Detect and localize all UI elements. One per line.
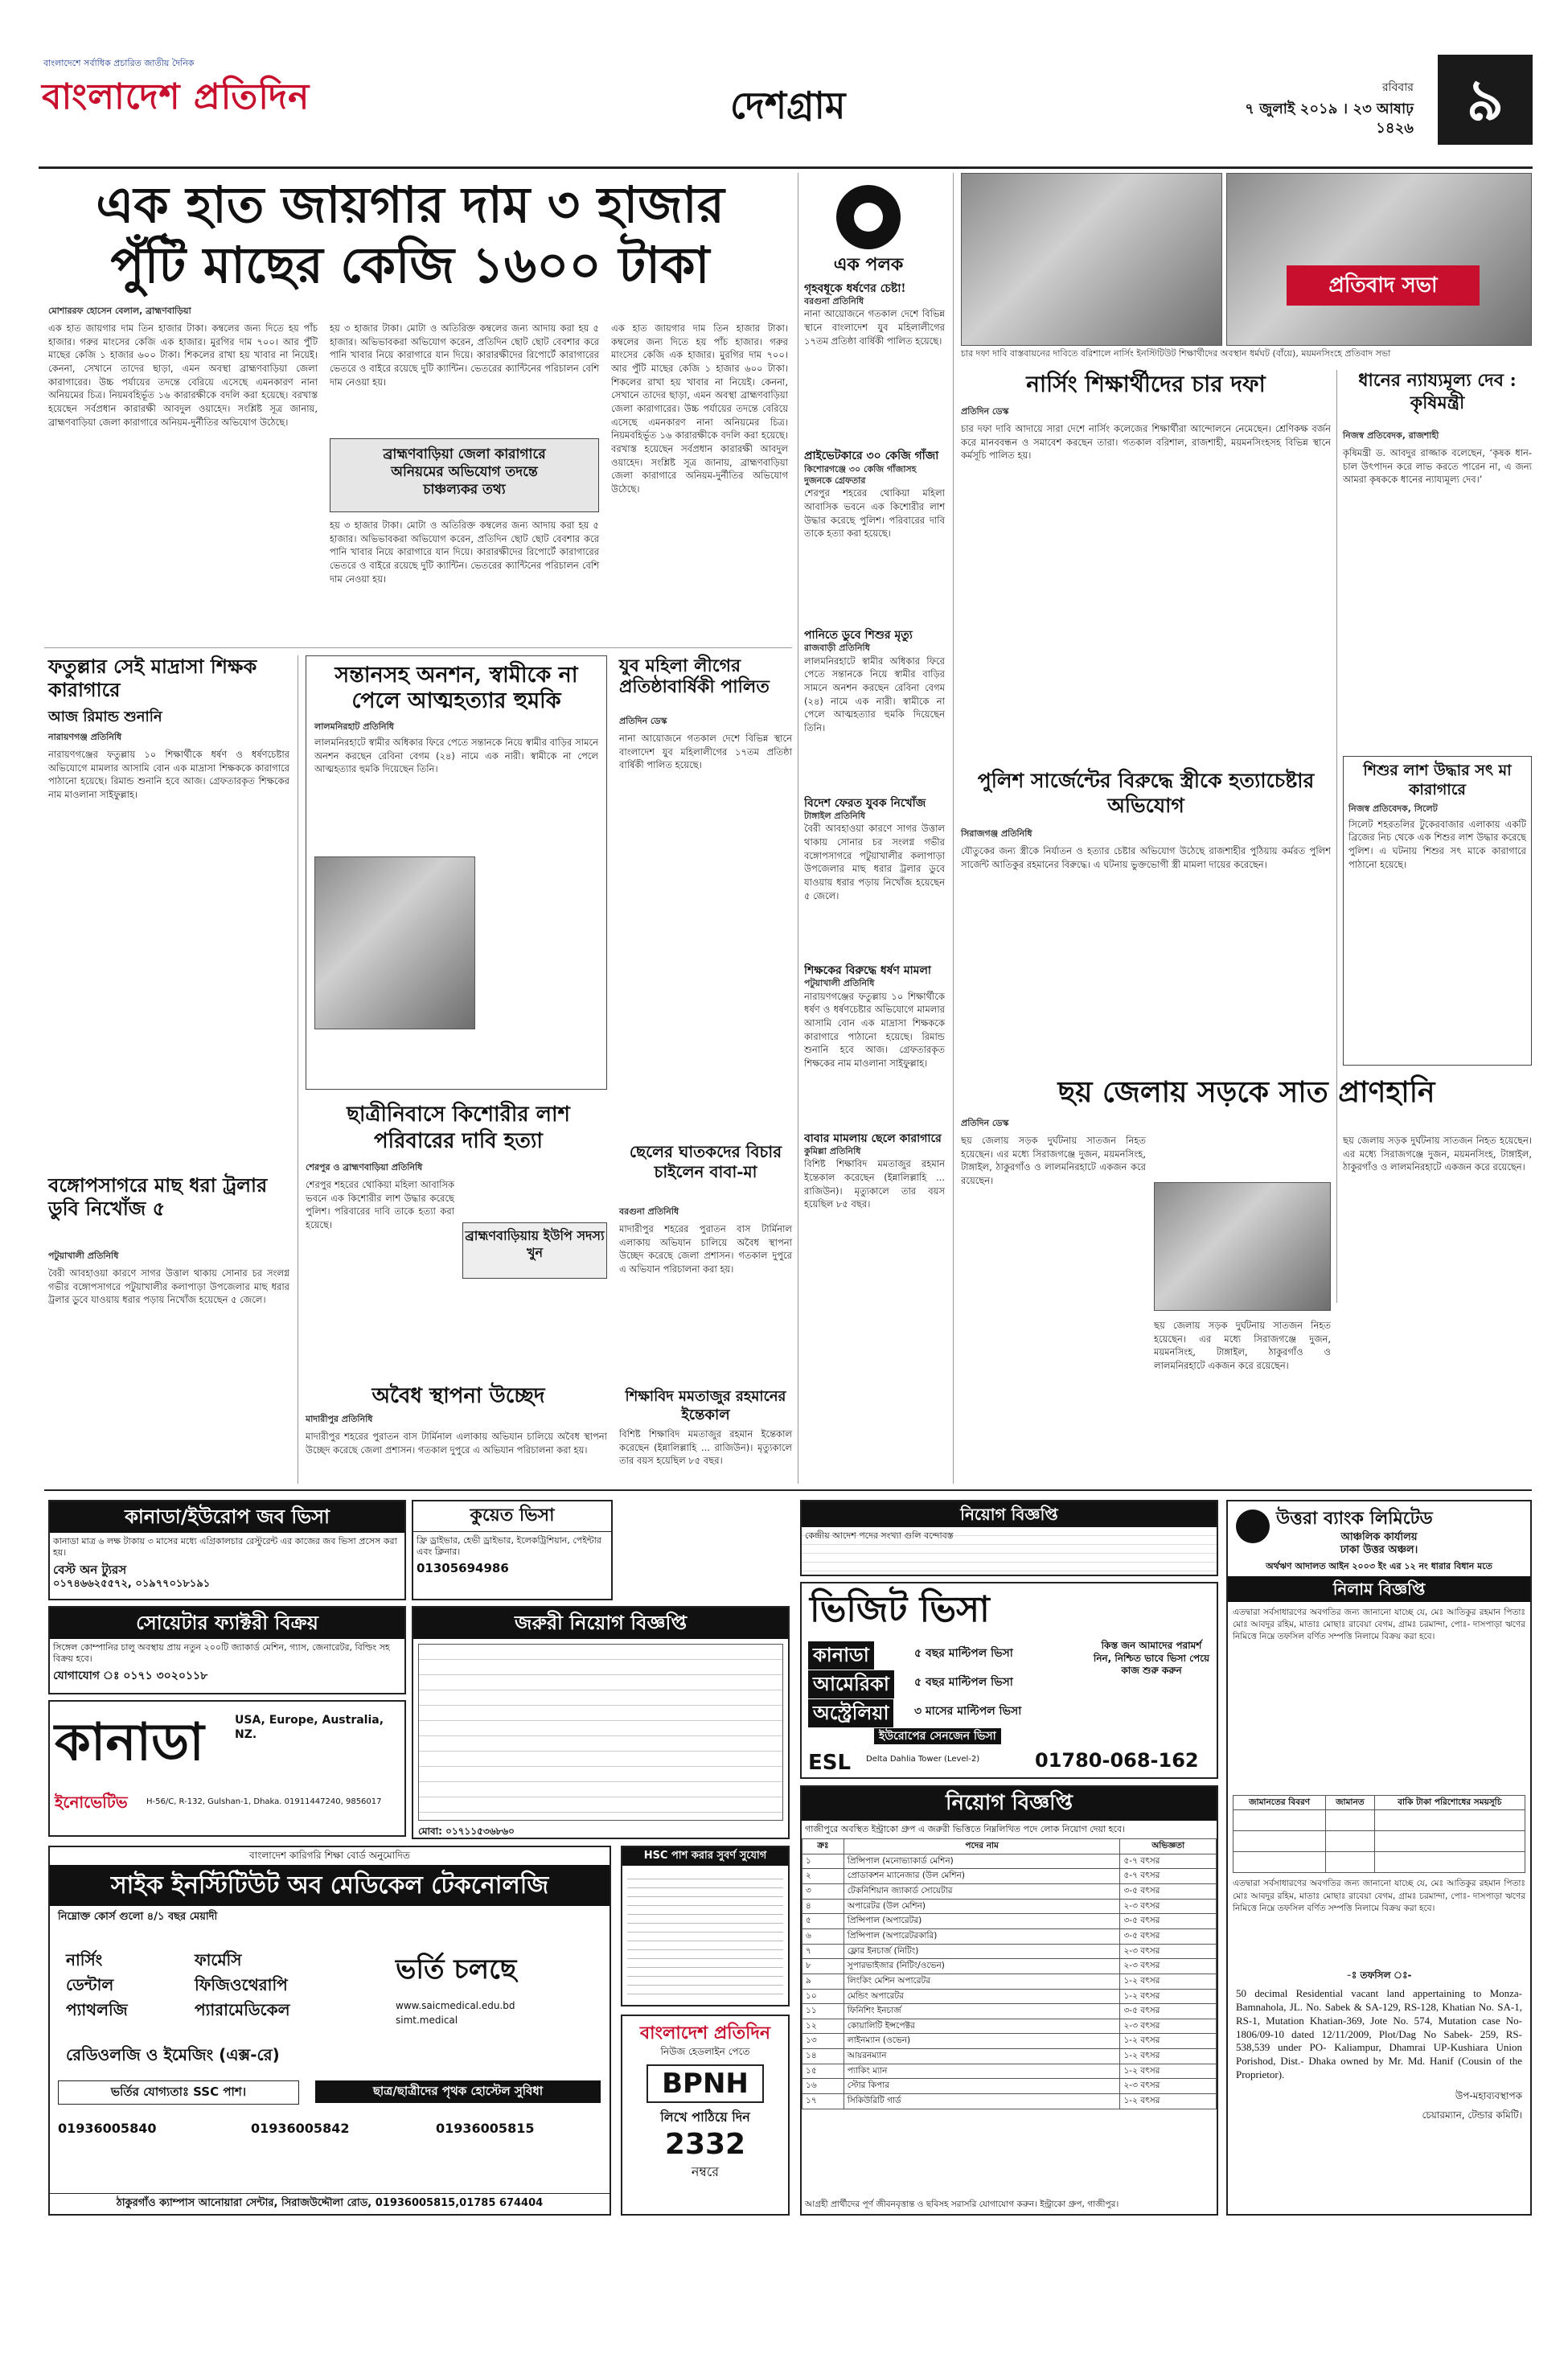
table-cell: ২-৩ বৎসর bbox=[1120, 2019, 1217, 2034]
hunger-strike-body: লালমনিরহাটে স্বামীর অধিকার ফিরে পেতে সন্তানকে নিয়ে স্বামীর বাড়ির সামনে অনশন করছেন রেবিনা বেগম (২৪) নামে এক নারী। স্বামীকে না পেলে আত্মহত্যার হুমকি দিয়েছেন তিনি। bbox=[314, 737, 598, 775]
table-cell: লাইনম্যান (ওভেন) bbox=[844, 2034, 1120, 2049]
road-accident-col-1: ছয় জেলায় সড়ক দুর্ঘটনায় সাতজন নিহত হয়েছেন। এর মধ্যে সিরাজগঞ্জে দুজন, ময়মনসিংহ, টাঙ্গাইল, ঠাকুরগাঁও ও লালমনিরহাটে একজন করে রয়েছেন। bbox=[961, 1135, 1146, 1187]
date-label: ৭ জুলাই ২০১৯ । ২৩ আষাঢ় ১৪২৬ bbox=[1245, 101, 1414, 137]
table-cell: ৫-৭ বৎসর bbox=[1120, 1854, 1217, 1869]
list-item[interactable]: বাবার মামলায় ছেলে কারাগারে কুমিল্লা প্রতিনিধি বিশিষ্ট শিক্ষাবিদ মমতাজুর রহমান ইন্তেকাল করেছেন (ইন্নালিল্লাহি ... রাজিউন)। মৃত্যুকালে তার বয়স হয়েছিল ৮৫ বছর। bbox=[804, 1132, 945, 1210]
table-row bbox=[802, 2004, 1217, 2019]
table-row bbox=[802, 1959, 1217, 1974]
visit-visa-ad[interactable]: ভিজিট ভিসা কানাডা ৫ বছর মাল্টিপল ভিসা আমেরিকা ৫ বছর মাল্টিপল ভিসা অস্ট্রেলিয়া ৩ মাসের মাল্টিপল ভিসা ইউরোপের সেনজেন ভিসা কিস্ত জন আমাদের পরামর্শ নিন, নিশ্চিত ভাবে ভিসা পেয়ে কাজ শুরু করুন ESL Delta Dahlia Tower (Level-2) 01780-068-162 bbox=[800, 1582, 1218, 1779]
table-row bbox=[802, 1854, 1217, 1869]
table-row bbox=[802, 2093, 1217, 2109]
job-table: ক্রঃ পদের নাম অভিজ্ঞতা ১ প্রিন্সিপাল (মনোভ্যাকার্ড মেশিন) ৫-৭ বৎসর ২ প্রোডাকশন ম্যানেজার (উল মেশিন) ৫-৭ বৎসর ৩ টেকনিশিয়ান জ্যাকার্ড সোয়েটার ৩-৫ বৎসর ৪ অপারেটর (উল মেশিন) ২-৩ বৎসর ৫ প্রিন্সিপাল (অপারেটর) ৩-৫ বৎসর ৬ প্রিন্সিপাল (অপারেটরকারি) ৩-৫ বৎসর ৭ ফ্লোর ইনচার্জ (নিটিং) ২-৩ বৎসর ৮ সুপারভাইজার (নিটিং/ওভেন) ২-৩ বৎসর ৯ লিংকিং মেশিন অপারেটর ১-২ বৎসর ১০ মেন্ডিং অপারেটর ১-২ বৎসর ১১ ফিনিশিং ইনচার্জ ৩-৫ বৎসর ১২ কোয়ালিটি ইন্সপেক্টর ২-৩ বৎসর ১৩ লাইনম্যান (ওভেন) ১-২ বৎসর ১৪ আয়রনম্যান ১-২ বৎসর ১৫ প্যাকিং ম্যান ১-২ বৎসর ১৬ স্টোর কিপার ২-৩ বৎসর ১৭ সিকিউরিটি গার্ড ১-২ বৎসর bbox=[802, 1838, 1217, 2109]
factory-sale-ad[interactable]: সোয়েটার ফ্যাক্টরী বিক্রয় সিঙ্গেল কোম্পানির চালু অবস্থায় প্রায় নতুন ২০০টি জ্যাকার্ড মেশিন, গ্যাস, জেনারেটর, বিল্ডিং সহ বিক্রয় হবে। যোগাযোগ ঃ ০১৭১ ৩০২০১১৮ bbox=[48, 1606, 406, 1694]
table-cell: টেকনিশিয়ান জ্যাকার্ড সোয়েটার bbox=[844, 1884, 1120, 1900]
child-body-box bbox=[1343, 756, 1532, 1066]
urgent-recruitment-ad[interactable]: জরুরী নিয়োগ বিজ্ঞপ্তি মোবা: ০১৭১১৫৩৬৮৬০ bbox=[412, 1606, 790, 1839]
column-divider bbox=[1336, 370, 1337, 1303]
table-cell: স্টোর কিপার bbox=[844, 2079, 1120, 2094]
table-cell: ৩-৫ বৎসর bbox=[1120, 2004, 1217, 2019]
page-number: ৯ bbox=[1438, 55, 1533, 145]
madrasa-subhead: আজ রিমান্ড শুনানি bbox=[48, 709, 162, 725]
table-row bbox=[802, 2064, 1217, 2079]
table-cell: ৯ bbox=[802, 1974, 844, 1989]
masthead bbox=[39, 48, 1533, 169]
eviction-body: মাদারীপুর শহরের পুরাতন বাস টার্মিনাল এলাকায় অভিযান চালিয়ে অবৈধ স্থাপনা উচ্ছেদ করেছে জেলা প্রশাসন। গতকাল দুপুরে এ অভিযান পরিচালনা করা হয়। bbox=[306, 1431, 607, 1456]
nursing-body: চার দফা দাবি আদায়ে সারা দেশে নার্সিং কলেজের শিক্ষার্থীরা আন্দোলনে নেমেছেন। শ্রেণিকক্ষ বর্জন করে মানববন্ধন ও সমাবেশ করছেন তারা। গতকাল বরিশাল, রাজশাহী, ময়মনসিংহসহ বিভিন্ন স্থানে কর্মসূচি পালিত হয়। bbox=[961, 423, 1331, 462]
child-body-headline[interactable]: শিশুর লাশ উদ্ধার সৎ মা কারাগারে bbox=[1363, 762, 1512, 799]
table-cell: ১-২ বৎসর bbox=[1120, 2034, 1217, 2049]
lead-col-2: হয় ৩ হাজার টাকা। মোটা ও অতিরিক্ত কম্বলের জন্য আদায় করা হয় ৫ হাজার। অভিভাবকরা অভিযোগ করেন, প্রতিদিন ছোট ছোট বেবশার করে পানি খাবার নিয়ে কারাগারে যান দিয়ে। কারারক্ষীদের রিপোর্টে কারাগারের ভেতরে ও বাইরে রয়েছে দুটি ক্যান্টিন। ভেতরের ক্যান্টিনের পরিচালন বেশি দাম নেওয়া হয়। bbox=[330, 322, 599, 388]
dorm-headline[interactable]: ছাত্রীনিবাসে কিশোরীর লাশ পরিবারের দাবি হত্যা bbox=[347, 1103, 570, 1153]
table-row bbox=[802, 2049, 1217, 2064]
bpnh-ad[interactable]: বাংলাদেশ প্রতিদিন নিউজ হেডলাইন পেতে BPNH লিখে পাঠিয়ে দিন 2332 নম্বরে bbox=[621, 2015, 790, 2216]
recruitment-table bbox=[418, 1644, 783, 1821]
masthead-tagline: বাংলাদেশে সর্বাধিক প্রচারিত জাতীয় দৈনিক bbox=[43, 58, 195, 68]
lead-col-1: এক হাত জায়গার দাম তিন হাজার টাকা। কম্বলের জন্য দিতে হয় পাঁচ হাজার। গরুর মাংসের কেজি এক হাজার। মুরগির দাম ৭০০। আর পুঁটি মাছের কেজি ১ হাজার ৬০০ টাকা। শিকলের রাখা হয় খাবার না নিয়েই। কেননা, সেখানে তাদের ছাড়া, এমন অবস্থা ব্রাহ্মণবাড়িয়া জেলা কারাগারের। উচ্চ পর্যায়ের তদন্তে বেরিয়ে এসেছে এমনকারণ নানা অনিয়মের চিত্র। নিয়মবহির্ভূত ১৬ কারারক্ষীকে বদলি করা হয়েছে। বরখাস্ত হয়েছেন সর্বপ্রধান কারারক্ষী আবদুল ওয়াহেদ। সংশ্লিষ্ট সূত্র জানায়, ব্রাহ্মণবাড়িয়া জেলা কারাগারে অনিয়ম-দুর্নীতির অভিযোগ উঠেছে। bbox=[48, 322, 318, 428]
obituary-headline[interactable]: শিক্ষাবিদ মমতাজুর রহমানের ইন্তেকাল bbox=[625, 1388, 786, 1424]
table-cell: সিকিউরিটি গার্ড bbox=[844, 2093, 1120, 2109]
table-cell: ৩-৫ বৎসর bbox=[1120, 1884, 1217, 1900]
callout-line-2: অনিয়মের অভিযোগ তদন্তে bbox=[391, 464, 538, 481]
child-body-byline: নিজস্ব প্রতিবেদক, সিলেট bbox=[1348, 803, 1438, 814]
jubo-mohila-byline: প্রতিদিন ডেস্ক bbox=[619, 716, 667, 726]
nursing-photo-right bbox=[1226, 173, 1532, 346]
sergeant-body: যৌতুকের জন্য স্ত্রীকে নির্যাতন ও হত্যার চেষ্টার অভিযোগ উঠেছে রাজশাহীর পুঠিয়ায় কর্মরত পুলিশ সার্জেন্ট আতিকুর রহমানের বিরুদ্ধে। এ ঘটনায় ভুক্তভোগী স্ত্রী মামলা দায়ের করেছেন। bbox=[961, 845, 1331, 870]
canada-job-ad[interactable]: কানাডা/ইউরোপ জব ভিসা কানাডা মাত্র ৬ লক্ষ টাকায় ৩ মাসের মধ্যে এগ্রিকালচার রেস্টুরেন্ট এর কাজের জব ভিসা প্রসেস করা হয়। বেস্ট অন ট্যুরস ০১৭৪৬৬২৫৫৭২, ০১৯৭৭০১৮১৯১ bbox=[48, 1500, 406, 1600]
murder-trial-headline[interactable]: ছেলের ঘাতকদের বিচার চাইলেন বাবা-মা bbox=[629, 1142, 782, 1181]
rice-price-byline: নিজস্ব প্রতিবেদক, রাজশাহী bbox=[1343, 430, 1439, 441]
table-cell: ২-৩ বৎসর bbox=[1120, 2079, 1217, 2094]
table-cell: ২-৩ বৎসর bbox=[1120, 1944, 1217, 1959]
table-cell: ১৫ bbox=[802, 2064, 844, 2079]
obituary-body: বিশিষ্ট শিক্ষাবিদ মমতাজুর রহমান ইন্তেকাল করেছেন (ইন্নালিল্লাহি ... রাজিউন)। মৃত্যুকালে তার বয়স হয়েছিল ৮৫ বছর। bbox=[619, 1428, 792, 1467]
table-cell: ১-২ বৎসর bbox=[1120, 2093, 1217, 2109]
protest-banner: প্রতিবাদ সভা bbox=[1287, 265, 1480, 306]
table-cell: ২ bbox=[802, 1869, 844, 1884]
table-cell: ১-২ বৎসর bbox=[1120, 2064, 1217, 2079]
table-row bbox=[802, 1928, 1217, 1944]
recruitment-notice-ad[interactable]: নিয়োগ বিজ্ঞপ্তি কেন্দ্রীয় আদেশ পদের সংখ্যা গুলি বন্দোবস্ত bbox=[800, 1500, 1218, 1576]
table-cell: ফ্লোর ইনচার্জ (নিটিং) bbox=[844, 1944, 1120, 1959]
trawler-headline[interactable]: বঙ্গোপসাগরে মাছ ধরা ট্রলার ডুবি নিখোঁজ ৫ bbox=[48, 1173, 268, 1220]
table-cell: ৫ bbox=[802, 1914, 844, 1929]
photo-caption: চার দফা দাবি বাস্তবায়নের দাবিতে বরিশালে নার্সিং ইনস্টিটিউট শিক্ষার্থীদের অবস্থান ধর্মঘট (বাঁয়ে), ময়মনসিংহে প্রতিবাদ সভা bbox=[961, 348, 1391, 359]
date-block bbox=[1229, 80, 1414, 138]
child-body-text: সিলেট শহরতলির টুকেরবাজার এলাকায় একটি ব্রিজের নিচ থেকে এক শিশুর লাশ উদ্ধার করেছে পুলিশ। এ ঘটনায় শিশুর সৎ মাকে কারাগারে পাঠানো হয়েছে। bbox=[1348, 818, 1526, 870]
eye-icon bbox=[836, 185, 901, 249]
list-item[interactable]: শিক্ষকের বিরুদ্ধে ধর্ষণ মামলা পটুয়াখালী প্রতিনিধি নারায়ণগঞ্জের ফতুল্লায় ১০ শিক্ষার্থীকে ধর্ষণ ও ধর্ষণচেষ্টার অভিযোগে মামলার আসামি বোন এক মাদ্রাসা শিক্ষককে কারাগারে পাঠানো হয়েছে। রিমান্ড শুনানি হবে আজ। গ্রেফতারকৃত শিক্ষকের নাম মাওলানা সাইফুল্লাহ। bbox=[804, 964, 945, 1070]
table-cell: ১১ bbox=[802, 2004, 844, 2019]
table-cell: ফিনিশিং ইনচার্জ bbox=[844, 2004, 1120, 2019]
nursing-headline[interactable]: নার্সিং শিক্ষার্থীদের চার দফা bbox=[1026, 371, 1266, 397]
ads-divider bbox=[44, 1489, 1532, 1491]
table-row bbox=[802, 1899, 1217, 1914]
table-row bbox=[802, 2019, 1217, 2034]
table-cell: সুপারভাইজার (নিটিং/ওভেন) bbox=[844, 1959, 1120, 1974]
column-divider bbox=[953, 173, 954, 1484]
road-accident-col-3: ছয় জেলায় সড়ক দুর্ঘটনায় সাতজন নিহত হয়েছেন। এর মধ্যে সিরাজগঞ্জে দুজন, ময়মনসিংহ, টাঙ্গাইল, ঠাকুরগাঁও ও লালমনিরহাটে একজন করে রয়েছেন। bbox=[1343, 1135, 1532, 1173]
table-row bbox=[802, 1914, 1217, 1929]
lead-byline: মোশাররফ হোসেন বেলাল, ব্রাহ্মণবাড়িয়া bbox=[48, 306, 191, 316]
bank-logo-icon bbox=[1236, 1509, 1270, 1543]
sergeant-byline: সিরাজগঞ্জ প্রতিনিধি bbox=[961, 828, 1032, 839]
table-cell: ১০ bbox=[802, 1989, 844, 2004]
intraco-recruitment-ad[interactable]: নিয়োগ বিজ্ঞপ্তি গাজীপুরে অবস্থিত ইন্ট্রাকো গ্রুপ এ জরুরী ভিত্তিতে নিম্নলিখিত পদে লোক নিয়োগ দেয়া হবে। ক্রঃ পদের নাম অভিজ্ঞতা ১ প্রিন্সিপাল (মনোভ্যাকার্ড মেশিন) ৫-৭ বৎসর ২ প্রোডাকশন ম্যানেজার (উল মেশিন) ৫-৭ বৎসর ৩ টেকনিশিয়ান জ্যাকার্ড সোয়েটার ৩-৫ বৎসর ৪ অপারেটর (উল মেশিন) ২-৩ বৎসর ৫ প্রিন্সিপাল (অপারেটর) ৩-৫ বৎসর ৬ প্রিন্সিপাল (অপারেটরকারি) ৩-৫ বৎসর ৭ ফ্লোর ইনচার্জ (নিটিং) ২-৩ বৎসর ৮ সুপারভাইজার (নিটিং/ওভেন) ২-৩ বৎসর ৯ লিংকিং মেশিন অপারেটর ১-২ বৎসর ১০ মেন্ডিং অপারেটর ১-২ বৎসর ১১ ফিনিশিং ইনচার্জ ৩-৫ বৎসর ১২ কোয়ালিটি ইন্সপেক্টর ২-৩ বৎসর ১৩ লাইনম্যান (ওভেন) ১-২ বৎসর ১৪ আয়রনম্যান ১-২ বৎসর ১৫ প্যাকিং ম্যান ১-২ বৎসর ১৬ স্টোর কিপার ২-৩ বৎসর ১৭ সিকিউরিটি গার্ড ১-২ বৎসর আগ্রহী প্রার্থীদের পূর্ণ জীবনবৃত্তান্ত ও ছবিসহ সরাসরি যোগাযোগ করুন। ইন্ট্রাকো গ্রুপ, গাজীপুর। bbox=[800, 1785, 1218, 2216]
list-item[interactable]: পানিতে ডুবে শিশুর মৃত্যু রাজবাড়ী প্রতিনিধি লালমনিরহাটে স্বামীর অধিকার ফিরে পেতে সন্তানকে নিয়ে স্বামীর বাড়ির সামনে অনশন করছেন রেবিনা বেগম (২৪) নামে এক নারী। স্বামীকে না পেলে আত্মহত্যার হুমকি দিয়েছেন তিনি। bbox=[804, 629, 945, 734]
table-cell: প্রিন্সিপাল (অপারেটর) bbox=[844, 1914, 1120, 1929]
madrasa-byline: নারায়ণগঞ্জ প্রতিনিধি bbox=[48, 732, 122, 742]
hunger-strike-photo bbox=[314, 856, 475, 1029]
lead-col-3: এক হাত জায়গার দাম তিন হাজার টাকা। কম্বলের জন্য দিতে হয় পাঁচ হাজার। গরুর মাংসের কেজি এক হাজার। মুরগির দাম ৭০০। আর পুঁটি মাছের কেজি ১ হাজার ৬০০ টাকা। শিকলের রাখা হয় খাবার না নিয়েই। কেননা, সেখানে তাদের ছাড়া, এমন অবস্থা ব্রাহ্মণবাড়িয়া জেলা কারাগারের। উচ্চ পর্যায়ের তদন্তে বেরিয়ে এসেছে এমনকারণ নানা অনিয়মের চিত্র। নিয়মবহির্ভূত ১৬ কারারক্ষীকে বদলি করা হয়েছে। বরখাস্ত হয়েছেন সর্বপ্রধান কারারক্ষী আবদুল ওয়াহেদ। সংশ্লিষ্ট সূত্র জানায়, ব্রাহ্মণবাড়িয়া জেলা কারাগারে অনিয়ম-দুর্নীতির অভিযোগ উঠেছে। bbox=[611, 322, 788, 495]
table-cell: ১-২ বৎসর bbox=[1120, 2049, 1217, 2064]
table-cell: কোয়ালিটি ইন্সপেক্টর bbox=[844, 2019, 1120, 2034]
table-cell: প্রিন্সিপাল (মনোভ্যাকার্ড মেশিন) bbox=[844, 1854, 1120, 1869]
madrasa-body: নারায়ণগঞ্জের ফতুল্লায় ১০ শিক্ষার্থীকে ধর্ষণ ও ধর্ষণচেষ্টার অভিযোগে মামলার আসামি বোন এক মাদ্রাসা শিক্ষককে কারাগারে পাঠানো হয়েছে। রিমান্ড শুনানি হবে আজ। গ্রেফতারকৃত শিক্ষকের নাম মাওলানা সাইফুল্লাহ। bbox=[48, 749, 289, 801]
newspaper-logo[interactable]: বাংলাদেশ প্রতিদিন bbox=[42, 76, 310, 117]
table-cell: ১-২ বৎসর bbox=[1120, 1974, 1217, 1989]
hunger-strike-byline: লালমনিরহাট প্রতিনিধি bbox=[314, 721, 394, 732]
saic-institute-ad[interactable]: বাংলাদেশ কারিগরি শিক্ষা বোর্ড অনুমোদিত সাইক ইনস্টিটিউট অব মেডিকেল টেকনোলজি নিম্নোক্ত কোর্স গুলো ৪/১ বছর মেয়াদী নার্সিং ডেন্টাল প্যাথলজি ফার্মেসি ফিজিওথেরাপি প্যারামেডিকেল রেডিওলজি ও ইমেজিং (এক্স-রে) ভর্তি চলছে www.saicmedical.edu.bd simt.medical ভর্তির যোগ্যতাঃ SSC পাশ। ছাত্র/ছাত্রীদের পৃথক হোস্টেল সুবিধা 01936005840 01936005842 01936005815 ঠাকুরগাঁও ক্যাম্পাস আনোয়ারা সেন্টার, সিরাজউদ্দৌলা রোড, 01936005815,01785 674404 bbox=[48, 1846, 611, 2216]
eviction-byline: মাদারীপুর প্রতিনিধি bbox=[306, 1414, 373, 1424]
table-cell: ২-৩ বৎসর bbox=[1120, 1959, 1217, 1974]
table-cell: ৩-৫ বৎসর bbox=[1120, 1914, 1217, 1929]
table-cell: ১৩ bbox=[802, 2034, 844, 2049]
lead-headline-2[interactable]: পুঁটি মাছের কেজি ১৬০০ টাকা bbox=[110, 236, 710, 294]
lead-col-2b: হয় ৩ হাজার টাকা। মোটা ও অতিরিক্ত কম্বলের জন্য আদায় করা হয় ৫ হাজার। অভিভাবকরা অভিযোগ করেন, প্রতিদিন ছোট ছোট বেবশার করে পানি খাবার নিয়ে কারাগারে যান দিয়ে। কারারক্ষীদের রিপোর্টে কারাগারের ভেতরে ও বাইরে রয়েছে দুটি ক্যান্টিন। ভেতরের ক্যান্টিনের পরিচালন বেশি দাম নেওয়া হয়। bbox=[330, 520, 599, 585]
table-cell: আয়রনম্যান bbox=[844, 2049, 1120, 2064]
murder-trial-body: মাদারীপুর শহরের পুরাতন বাস টার্মিনাল এলাকায় অভিযান চালিয়ে অবৈধ স্থাপনা উচ্ছেদ করেছে জেলা প্রশাসন। গতকাল দুপুরে এ অভিযান পরিচালনা করা হয়। bbox=[619, 1223, 792, 1275]
jubo-mohila-headline[interactable]: যুব মহিলা লীগের প্রতিষ্ঠাবার্ষিকী পালিত bbox=[619, 655, 770, 698]
list-item[interactable]: বিদেশ ফেরত যুবক নিখোঁজ টাঙ্গাইল প্রতিনিধি বৈরী আবহাওয়া কারণে সাগর উত্তাল থাকায় সোনার চর সংলগ্ন গভীর বঙ্গোপসাগরে পটুয়াখালীর কলাপাড়া উপজেলার মাছ ধরার ট্রলার ডুবে যাওয়ায় ধরার পড়ায় নিখোঁজ হয়েছেন ৫ জেলে। bbox=[804, 796, 945, 902]
table-cell: ৩ bbox=[802, 1884, 844, 1900]
table-row bbox=[802, 1869, 1217, 1884]
table-cell: ১৭ bbox=[802, 2093, 844, 2109]
table-cell: ৬ bbox=[802, 1928, 844, 1944]
hunger-strike-box bbox=[306, 655, 607, 1090]
list-item[interactable]: গৃহবধূকে ধর্ষণের চেষ্টা! বরগুনা প্রতিনিধি নানা আয়োজনে গতকাল দেশে বিভিন্ন স্থানে বাংলাদেশ যুব মহিলালীগের ১৭তম প্রতিষ্ঠা বার্ষিকী পালিত হয়েছে। bbox=[804, 282, 945, 347]
table-cell: ৪ bbox=[802, 1899, 844, 1914]
accident-photo bbox=[1154, 1182, 1331, 1311]
table-cell: প্যাকিং ম্যান bbox=[844, 2064, 1120, 2079]
murder-trial-byline: বরগুনা প্রতিনিধি bbox=[619, 1206, 679, 1217]
callout-line-1: ব্রাহ্মণবাড়িয়া জেলা কারাগারে bbox=[383, 446, 546, 462]
table-cell: মেন্ডিং অপারেটর bbox=[844, 1989, 1120, 2004]
table-cell: ৩-৫ বৎসর bbox=[1120, 1928, 1217, 1944]
table-row bbox=[802, 1974, 1217, 1989]
table-cell: লিংকিং মেশিন অপারেটর bbox=[844, 1974, 1120, 1989]
uttara-bank-auction-ad[interactable]: উত্তরা ব্যাংক লিমিটেড আঞ্চলিক কার্যালয় ঢাকা উত্তর অঞ্চল। অর্থঋণ আদালত আইন ২০০৩ ইং এর ১২ নং ধারার বিধান মতে নিলাম বিজ্ঞপ্তি এতদ্বারা সর্বসাধারণের অবগতির জন্য জানানো যাচ্ছে যে, মেঃ আতিকুর রহমান পিতাঃ মোঃ আবদুর রহিম, মাতাঃ মোছাঃ রাবেয়া বেগম, গ্রামঃ চরমান্দা, পোঃ- দাসপাড়া ঋণের নিমিত্তে নিম্নে তফসিল বর্ণিত সম্পত্তি নিলামে বিক্রয় করা হবে। জামানতের বিবরণ জামানত বাকি টাকা পরিশোধের সময়সূচি এতদ্বারা সর্বসাধারণের অবগতির জন্য জানানো যাচ্ছে যে, মেঃ আতিকুর রহমান পিতাঃ মোঃ আবদুর রহিম, মাতাঃ মোছাঃ রাবেয়া বেগম, গ্রামঃ চরমান্দা, পোঃ- দাসপাড়া ঋণের নিমিত্তে নিম্নে তফসিল বর্ণিত সম্পত্তি নিলামে বিক্রয় করা হবে। -ঃ তফসিল ঃ- 50 decimal Residential vacant land appertaining to Monza- Bamnahola, JL. No. Sabek & SA-129, RS-128, Khatian No. SA-1, RS-1, Mutation Khatian-369, Jote No. 574, Mutation case No-1806/09-10 dated 12/11/2009, Plot/Dag No Sabek- 259, RS-538,539 under PO- Kaliampur, Dhamrai UP-Kushiara Union Porishod, Dist.- Dhaka owned by Mr. Md. Hanif (Cousin of the Proprietor). উপ-মহাব্যবস্থাপক চেয়ারম্যান, টেন্ডার কমিটি। bbox=[1226, 1500, 1532, 2216]
up-member-text: ব্রাহ্মণবাড়িয়ায় ইউপি সদস্য খুন bbox=[465, 1228, 605, 1260]
hunger-strike-headline[interactable]: সন্তানসহ অনশন, স্বামীকে না পেলে আত্মহত্যার হুমকি bbox=[335, 663, 578, 714]
canada-immigration-ad[interactable]: কানাডা USA, Europe, Australia, NZ. ইনোভেটিভ H-56/C, R-132, Gulshan-1, Dhaka. 01911447240, 9856017 bbox=[48, 1700, 406, 1837]
rice-price-body: কৃষিমন্ত্রী ড. আবদুর রাজ্জাক বলেছেন, ‘কৃষক ধান-চাল উৎপাদন করে লাভ করতে পারেন না, এ জন্য আমরা কৃষককে ধানের ন্যায্যমূল্য দেব।’ bbox=[1343, 447, 1532, 486]
road-accident-headline[interactable]: ছয় জেলায় সড়কে সাত প্রাণহানি bbox=[1057, 1075, 1435, 1109]
table-cell: ১৪ bbox=[802, 2049, 844, 2064]
callout-line-3: চাঞ্চল্যকর তথ্য bbox=[423, 482, 506, 499]
list-item[interactable]: প্রাইভেটকারে ৩০ কেজি গাঁজা কিশোরগঞ্জে ৩০ কেজি গাঁজাসহ দুজনকে গ্রেফতার শেরপুর শহরের থোকিয়া মহিলা আবাসিক ভবনে এক কিশোরীর লাশ উদ্ধার করেছে পুলিশ। পরিবারের দাবি তাকে হত্যা করা হয়েছে। bbox=[804, 450, 945, 540]
section-title: দেশগ্রাম bbox=[730, 84, 846, 127]
table-cell: প্রিন্সিপাল (অপারেটরকারি) bbox=[844, 1928, 1120, 1944]
table-row bbox=[802, 1884, 1217, 1900]
rice-price-headline[interactable]: ধানের ন্যায্যমূল্য দেব : কৃষিমন্ত্রী bbox=[1358, 370, 1517, 413]
table-row bbox=[802, 2079, 1217, 2094]
up-member-callout bbox=[462, 1222, 607, 1279]
table-cell: প্রোডাকশন ম্যানেজার (উল মেশিন) bbox=[844, 1869, 1120, 1884]
table-cell: ১-২ বৎসর bbox=[1120, 1989, 1217, 2004]
day-label: রবিবার bbox=[1381, 81, 1414, 94]
table-cell: ১ bbox=[802, 1854, 844, 1869]
table-cell: অপারেটর (উল মেশিন) bbox=[844, 1899, 1120, 1914]
nursing-byline: প্রতিদিন ডেস্ক bbox=[961, 406, 1009, 417]
ek-polok-list bbox=[804, 281, 945, 1480]
table-cell: ২-৩ বৎসর bbox=[1120, 1899, 1217, 1914]
kuwait-visa-ad[interactable]: কুয়েত ভিসা ফ্রি ড্রাইভার, হেভী ড্রাইভার, ইলেকট্রিশিয়ান, পেইন্টার এবং ক্লিনার। 01305694986 bbox=[412, 1500, 613, 1600]
road-accident-byline: প্রতিদিন ডেস্ক bbox=[961, 1118, 1009, 1128]
table-cell: ১৬ bbox=[802, 2079, 844, 2094]
table-row bbox=[802, 1944, 1217, 1959]
table-cell: ৫-৭ বৎসর bbox=[1120, 1869, 1217, 1884]
sergeant-headline[interactable]: পুলিশ সার্জেন্টের বিরুদ্ধে স্ত্রীকে হত্যাচেষ্টার অভিযোগ bbox=[977, 769, 1315, 818]
lead-callout bbox=[330, 438, 599, 512]
nursing-photo-left bbox=[961, 173, 1222, 346]
madrasa-headline[interactable]: ফতুল্লার সেই মাদ্রাসা শিক্ষক কারাগারে bbox=[48, 655, 257, 701]
trawler-body: বৈরী আবহাওয়া কারণে সাগর উত্তাল থাকায় সোনার চর সংলগ্ন গভীর বঙ্গোপসাগরে পটুয়াখালীর কলাপাড়া উপজেলার মাছ ধরার ট্রলার ডুবে যাওয়ায় ধরার পড়ায় নিখোঁজ হয়েছেন ৫ জেলে। bbox=[48, 1267, 289, 1306]
trawler-byline: পটুয়াখালী প্রতিনিধি bbox=[48, 1251, 119, 1261]
table-cell: ১২ bbox=[802, 2019, 844, 2034]
eviction-headline[interactable]: অবৈধ স্থাপনা উচ্ছেদ bbox=[371, 1384, 545, 1408]
dorm-body: শেরপুর শহরের থোকিয়া মহিলা আবাসিক ভবনে এক কিশোরীর লাশ উদ্ধার করেছে পুলিশ। পরিবারের দাবি তাকে হত্যা করা হয়েছে। bbox=[306, 1179, 454, 1231]
table-cell: ৮ bbox=[802, 1959, 844, 1974]
jubo-mohila-body: নানা আয়োজনে গতকাল দেশে বিভিন্ন স্থানে বাংলাদেশ যুব মহিলালীগের ১৭তম প্রতিষ্ঠা বার্ষিকী পালিত হয়েছে। bbox=[619, 733, 792, 771]
road-accident-col-2: ছয় জেলায় সড়ক দুর্ঘটনায় সাতজন নিহত হয়েছেন। এর মধ্যে সিরাজগঞ্জে দুজন, ময়মনসিংহ, টাঙ্গাইল, ঠাকুরগাঁও ও লালমনিরহাটে একজন করে রয়েছেন। bbox=[1154, 1320, 1331, 1372]
hsc-ad[interactable]: HSC পাশ করার সুবর্ণ সুযোগ bbox=[621, 1846, 790, 2006]
ek-polok-title: এক পলক bbox=[833, 254, 904, 275]
auction-table: জামানতের বিবরণ জামানত বাকি টাকা পরিশোধের সময়সূচি bbox=[1233, 1795, 1525, 1874]
lead-headline-1[interactable]: এক হাত জায়গার দাম ৩ হাজার bbox=[96, 175, 724, 234]
dorm-byline: শেরপুর ও ব্রাহ্মণবাড়িয়া প্রতিনিধি bbox=[306, 1162, 423, 1173]
divider bbox=[44, 647, 792, 648]
table-row bbox=[802, 1989, 1217, 2004]
table-row bbox=[802, 2034, 1217, 2049]
table-cell: ৭ bbox=[802, 1944, 844, 1959]
